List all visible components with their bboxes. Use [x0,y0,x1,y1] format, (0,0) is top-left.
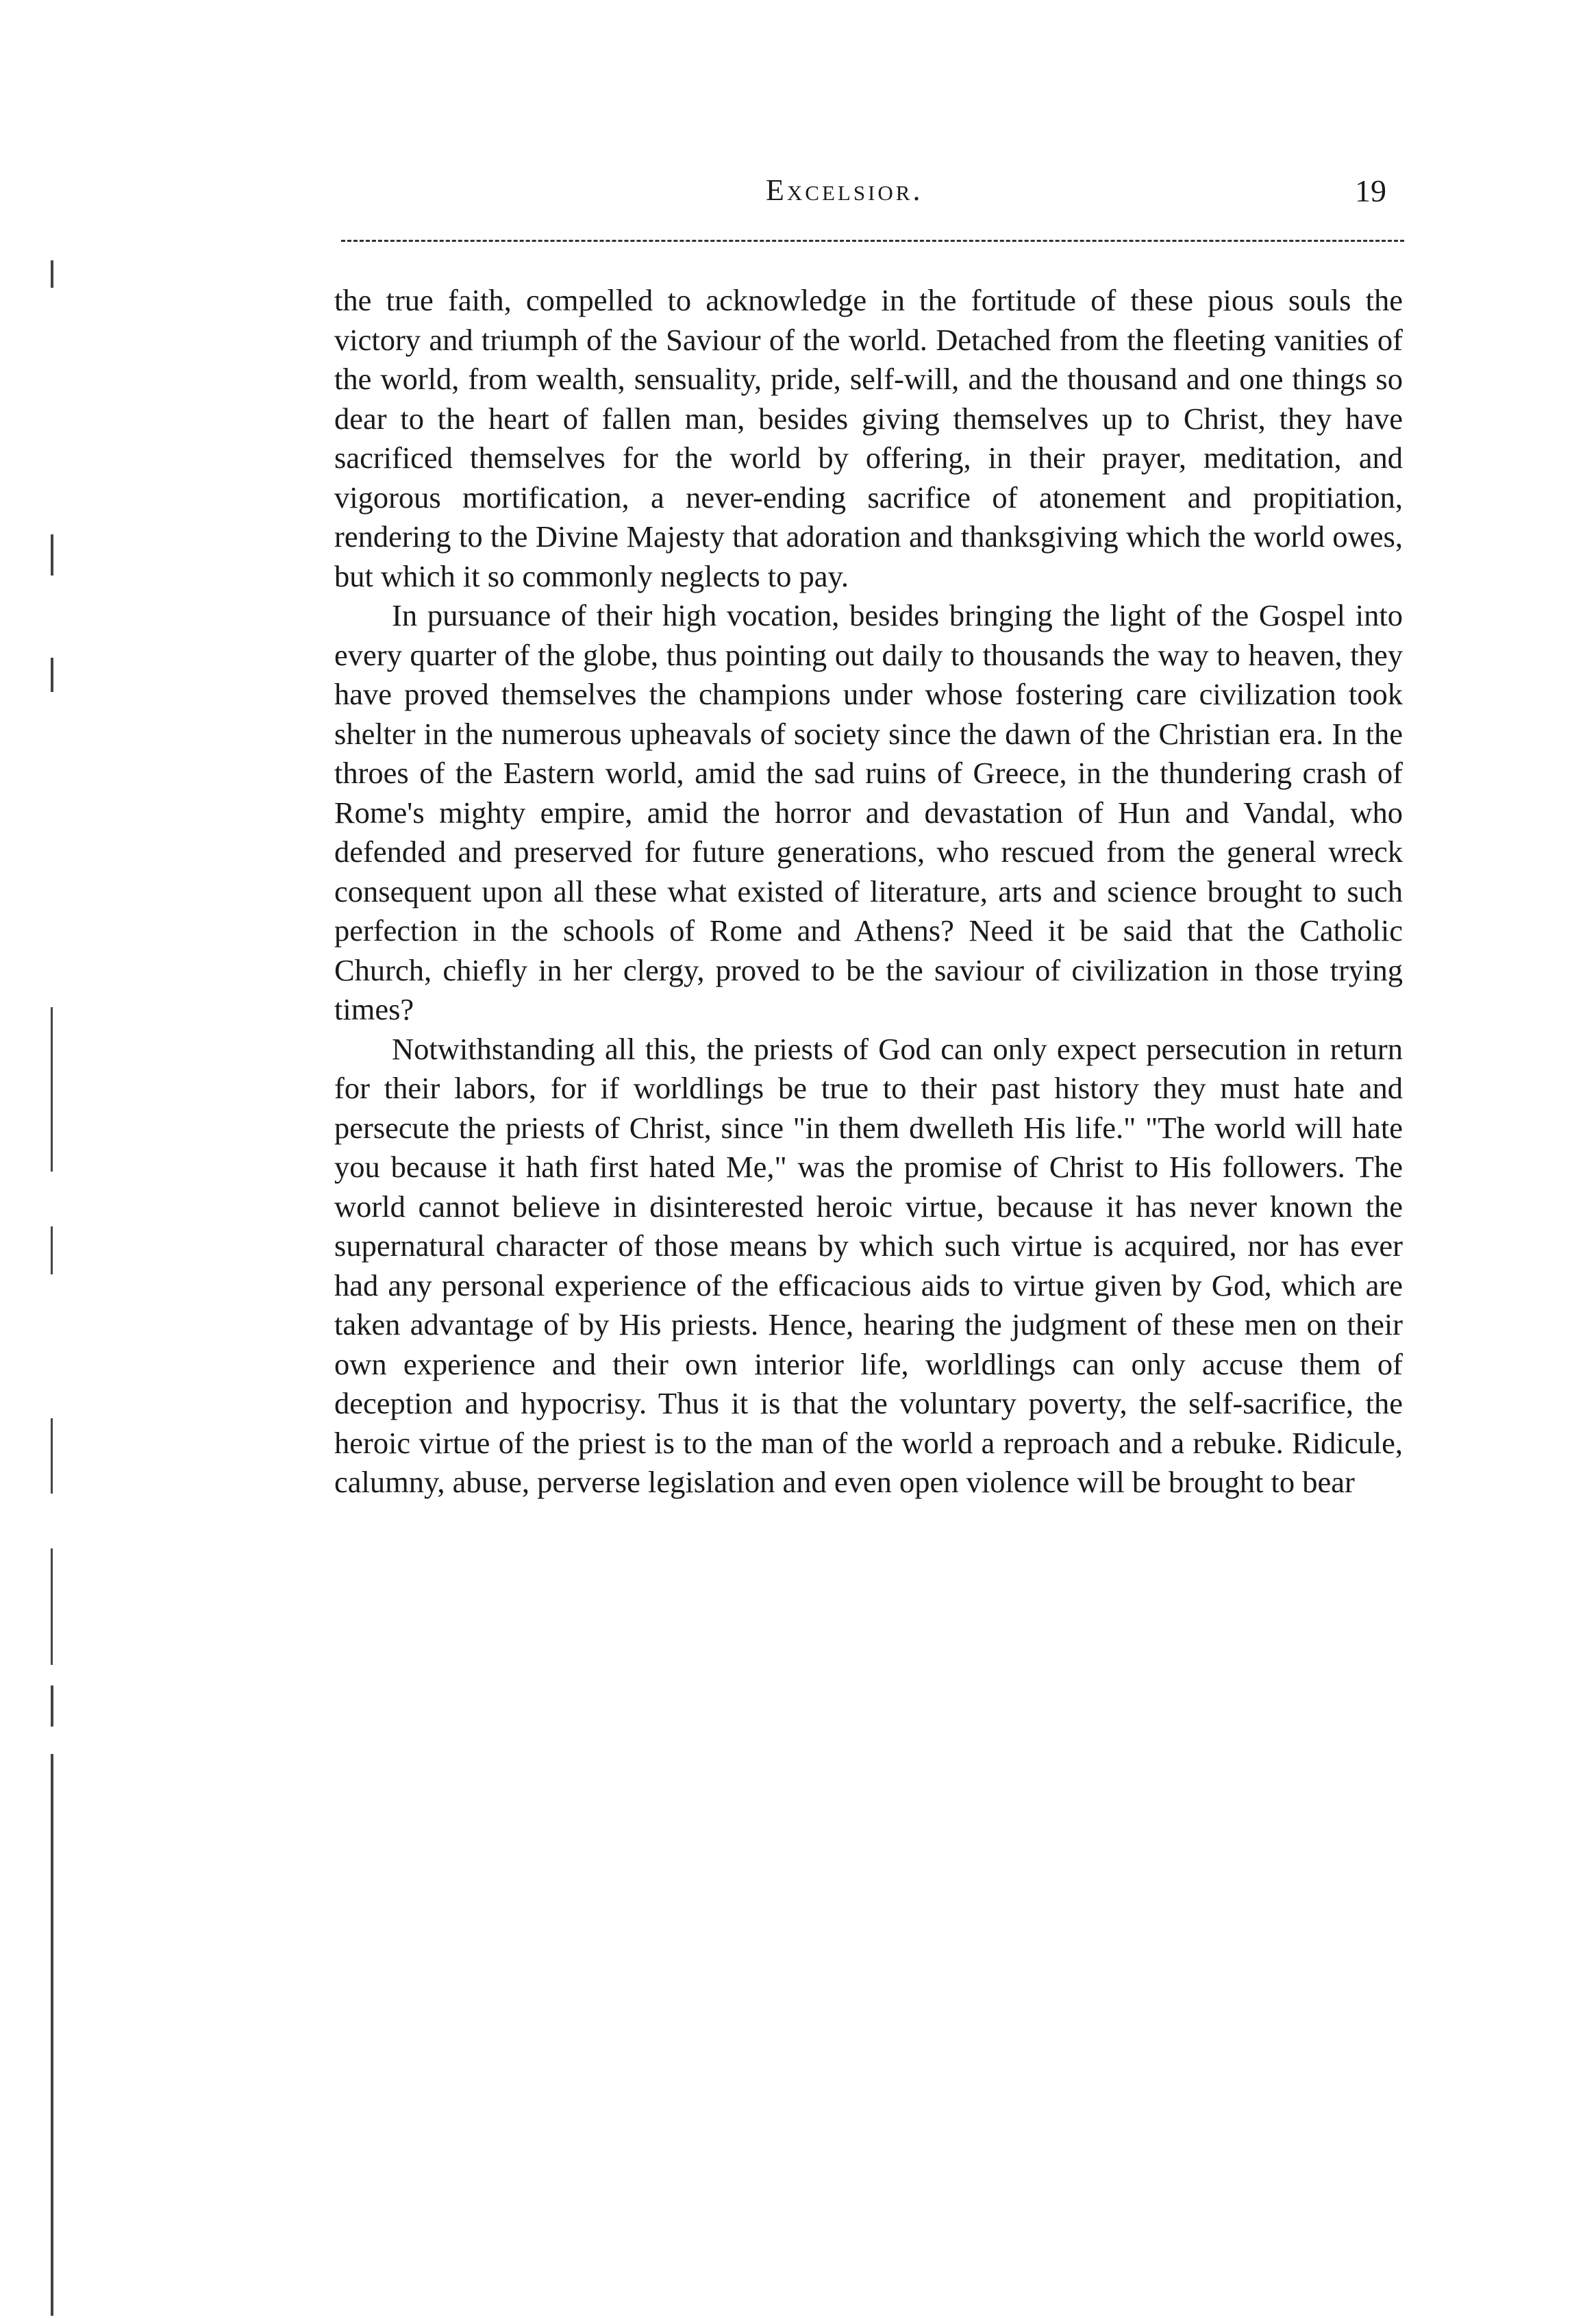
gutter-mark [51,1548,53,1665]
paragraph-continued: the true faith, compelled to acknowledge in the fortitude of these pious souls the victory and triumph of the Saviour of the world. Detached from the fleeting vanities of the world, from wealth, sensuality, pride, self-will, and the thousand and one things so dear to the heart of fallen man, besides giving themselves up to Christ, they have sacrificed themselves for the world by offering, in their prayer, meditation, and vigorous mortification, a never-ending sacrifice of atonement and propitiation, rendering to the Divine Majesty that adoration and thanksgiving which the world owes, but which it so commonly neglects to pay. [334,283,1403,593]
page-number: 19 [1355,173,1386,208]
body-text [334,281,1403,1503]
gutter-mark [51,260,53,288]
header-rule [341,240,1404,242]
gutter-mark [51,1226,53,1274]
gutter-mark [51,534,53,576]
gutter-mark [51,1685,53,1727]
gutter-mark [51,1418,53,1494]
running-title: Excelsior. [766,173,923,207]
paragraph: In pursuance of their high vocation, besides bringing the light of the Gospel into every quarter of the globe, thus pointing out daily to thousands the way to heaven, they have proved themselves the champions under whose fostering care civilization took shelter in the numerous upheavals of society since the dawn of the Christian era. In the throes of the Eastern world, amid the sad ruins of Greece, in the thundering crash of Rome's mighty empire, amid the horror and devastation of Hun and Vandal, who defended and preserved for future generations, who rescued from the general wreck consequent upon all these what existed of literature, arts and science brought to such perfection in the schools of Rome and Athens? Need it be said that the Catholic Church, chiefly in her clergy, proved to be the saviour of civilization in those trying times? [334,598,1403,1026]
gutter-mark [51,1007,53,1172]
gutter-mark [51,1754,53,2316]
running-head [341,173,1404,227]
paragraph: Notwithstanding all this, the priests of God can only expect persecution in return for their labors, for if worldlings be true to their past history they must hate and persecute the priests of Christ, since "in them dwelleth His life." "The world will hate you because it hath first hated Me," was the promise of Christ to His followers. The world cannot believe in disinterested heroic virtue, because it has never known the supernatural character of those means by which such virtue is acquired, nor has ever had any personal experience of the efficacious aids to virtue given by God, which are taken advantage of by His priests. Hence, hearing the judgment of these men on their own experience and their own interior life, worldlings can only accuse them of deception and hypocrisy. Thus it is that the voluntary poverty, the self-sacrifice, the heroic virtue of the priest is to the man of the world a reproach and a rebuke. Ridicule, calumny, abuse, perverse legislation and even open violence will be brought to bear [334,1031,1403,1499]
gutter-mark [51,658,53,692]
